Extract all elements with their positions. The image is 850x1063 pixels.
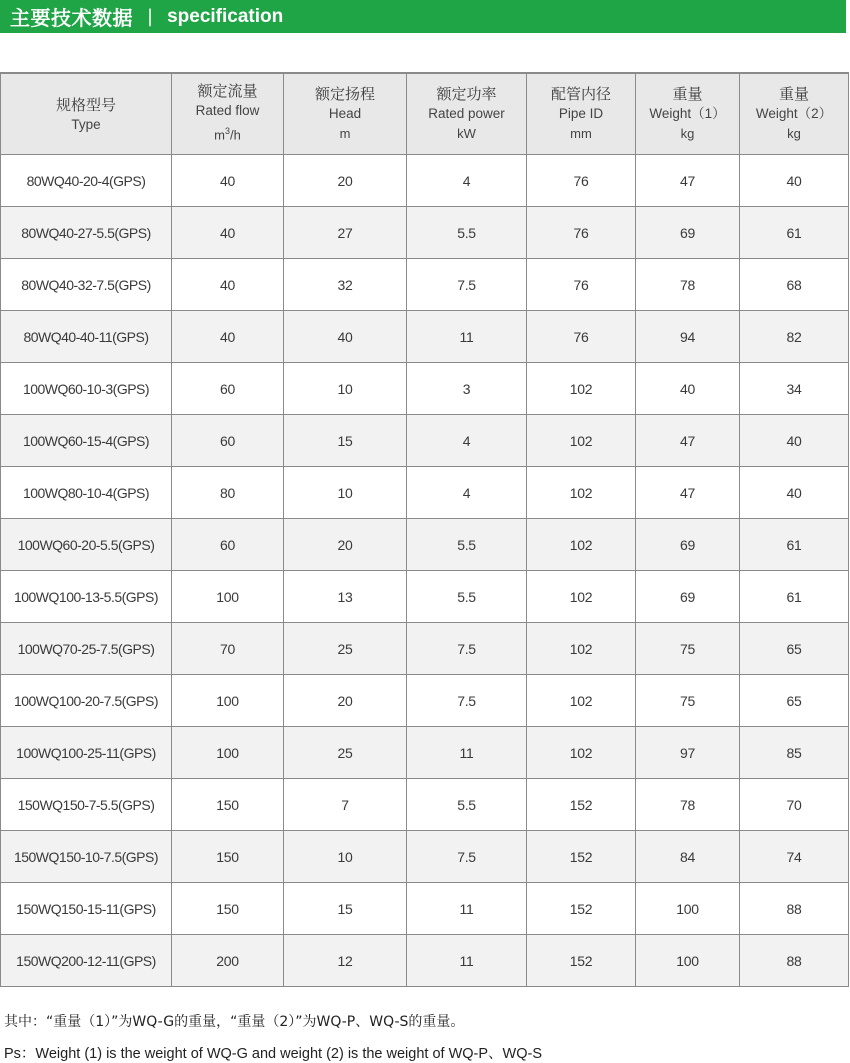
cell-type: 100WQ100-13-5.5(GPS) — [1, 571, 172, 623]
cell-rated-power: 7.5 — [407, 623, 527, 675]
cell-type: 80WQ40-27-5.5(GPS) — [1, 207, 172, 259]
cell-rated-power: 11 — [407, 311, 527, 363]
cell-rated-flow: 150 — [172, 831, 284, 883]
cell-rated-power: 5.5 — [407, 571, 527, 623]
cell-weight-2: 85 — [740, 727, 849, 779]
section-title-en: specification — [167, 5, 284, 27]
cell-head: 32 — [284, 259, 407, 311]
cell-head: 10 — [284, 467, 407, 519]
cell-rated-power: 4 — [407, 467, 527, 519]
specification-table — [0, 72, 849, 987]
cell-weight-2: 34 — [740, 363, 849, 415]
section-header — [0, 0, 846, 33]
table-row — [1, 519, 849, 571]
table-body — [1, 155, 849, 987]
cell-type: 100WQ100-25-11(GPS) — [1, 727, 172, 779]
cell-weight-1: 97 — [636, 727, 740, 779]
cell-pipe-id: 76 — [527, 311, 636, 363]
cell-weight-2: 68 — [740, 259, 849, 311]
footnote-cn: 其中：“重量（1）”为WQ-G的重量，“重量（2）”为WQ-P、WQ-S的重量。 — [4, 1014, 465, 1030]
column-header-pipe-id: 配管内径 Pipe ID mm — [527, 73, 636, 155]
cell-rated-power: 11 — [407, 935, 527, 987]
cell-head: 40 — [284, 311, 407, 363]
cell-type: 100WQ70-25-7.5(GPS) — [1, 623, 172, 675]
cell-type: 80WQ40-20-4(GPS) — [1, 155, 172, 207]
table-row — [1, 363, 849, 415]
column-header-type: 规格型号 Type — [1, 73, 172, 155]
column-header-head: 额定扬程 Head m — [284, 73, 407, 155]
cell-pipe-id: 102 — [527, 363, 636, 415]
cell-weight-1: 100 — [636, 935, 740, 987]
cell-pipe-id: 76 — [527, 207, 636, 259]
cell-rated-flow: 40 — [172, 259, 284, 311]
column-header-rated-flow: 额定流量 Rated flow $m^3/h$ — [172, 73, 284, 155]
table-row — [1, 207, 849, 259]
cell-type: 100WQ60-15-4(GPS) — [1, 415, 172, 467]
column-header-rated-power: 额定功率 Rated power kW — [407, 73, 527, 155]
cell-weight-1: 75 — [636, 623, 740, 675]
cell-head: 10 — [284, 363, 407, 415]
table-row — [1, 571, 849, 623]
cell-rated-power: 3 — [407, 363, 527, 415]
cell-weight-1: 69 — [636, 571, 740, 623]
table-header-row — [1, 73, 849, 155]
cell-weight-2: 88 — [740, 883, 849, 935]
cell-rated-flow: 150 — [172, 779, 284, 831]
cell-weight-2: 40 — [740, 415, 849, 467]
cell-head: 13 — [284, 571, 407, 623]
cell-weight-2: 88 — [740, 935, 849, 987]
cell-weight-2: 61 — [740, 571, 849, 623]
cell-weight-2: 40 — [740, 467, 849, 519]
cell-rated-flow: 80 — [172, 467, 284, 519]
cell-type: 100WQ60-10-3(GPS) — [1, 363, 172, 415]
cell-weight-1: 78 — [636, 259, 740, 311]
table-row — [1, 311, 849, 363]
title-separator: | — [147, 6, 154, 27]
cell-rated-power: 7.5 — [407, 259, 527, 311]
cell-head: 27 — [284, 207, 407, 259]
table-row — [1, 623, 849, 675]
cell-head: 20 — [284, 155, 407, 207]
table-row — [1, 259, 849, 311]
cell-pipe-id: 152 — [527, 779, 636, 831]
cell-rated-power: 4 — [407, 415, 527, 467]
cell-rated-power: 7.5 — [407, 831, 527, 883]
column-unit-flow: $m^3/h$ — [214, 126, 241, 143]
cell-rated-flow: 200 — [172, 935, 284, 987]
cell-head: 20 — [284, 519, 407, 571]
cell-type: 150WQ200-12-11(GPS) — [1, 935, 172, 987]
cell-type: 80WQ40-40-11(GPS) — [1, 311, 172, 363]
cell-weight-1: 40 — [636, 363, 740, 415]
cell-type: 100WQ100-20-7.5(GPS) — [1, 675, 172, 727]
cell-type: 80WQ40-32-7.5(GPS) — [1, 259, 172, 311]
cell-pipe-id: 152 — [527, 883, 636, 935]
cell-rated-power: 7.5 — [407, 675, 527, 727]
cell-weight-1: 94 — [636, 311, 740, 363]
cell-weight-2: 61 — [740, 519, 849, 571]
cell-pipe-id: 102 — [527, 571, 636, 623]
cell-rated-power: 5.5 — [407, 207, 527, 259]
cell-head: 7 — [284, 779, 407, 831]
cell-pipe-id: 102 — [527, 727, 636, 779]
column-header-weight-2: 重量 Weight（2） kg — [740, 73, 849, 155]
cell-weight-2: 70 — [740, 779, 849, 831]
cell-weight-1: 47 — [636, 155, 740, 207]
cell-type: 150WQ150-7-5.5(GPS) — [1, 779, 172, 831]
cell-rated-flow: 70 — [172, 623, 284, 675]
table-row — [1, 935, 849, 987]
cell-rated-flow: 60 — [172, 519, 284, 571]
cell-rated-power: 5.5 — [407, 779, 527, 831]
cell-rated-flow: 100 — [172, 675, 284, 727]
cell-weight-2: 82 — [740, 311, 849, 363]
cell-rated-power: 11 — [407, 883, 527, 935]
cell-weight-2: 40 — [740, 155, 849, 207]
cell-pipe-id: 76 — [527, 259, 636, 311]
cell-type: 150WQ150-10-7.5(GPS) — [1, 831, 172, 883]
cell-rated-flow: 60 — [172, 415, 284, 467]
cell-type: 100WQ60-20-5.5(GPS) — [1, 519, 172, 571]
cell-pipe-id: 152 — [527, 831, 636, 883]
table-row — [1, 155, 849, 207]
cell-rated-flow: 40 — [172, 207, 284, 259]
cell-weight-2: 65 — [740, 675, 849, 727]
cell-pipe-id: 102 — [527, 415, 636, 467]
cell-weight-1: 69 — [636, 519, 740, 571]
cell-pipe-id: 102 — [527, 467, 636, 519]
cell-head: 15 — [284, 415, 407, 467]
cell-weight-2: 65 — [740, 623, 849, 675]
cell-head: 25 — [284, 727, 407, 779]
table-row — [1, 883, 849, 935]
cell-type: 150WQ150-15-11(GPS) — [1, 883, 172, 935]
cell-rated-flow: 60 — [172, 363, 284, 415]
cell-rated-flow: 100 — [172, 571, 284, 623]
cell-weight-1: 47 — [636, 467, 740, 519]
cell-weight-2: 61 — [740, 207, 849, 259]
table-row — [1, 467, 849, 519]
cell-pipe-id: 102 — [527, 519, 636, 571]
cell-weight-2: 74 — [740, 831, 849, 883]
cell-weight-1: 69 — [636, 207, 740, 259]
cell-rated-flow: 40 — [172, 311, 284, 363]
cell-weight-1: 75 — [636, 675, 740, 727]
table-row — [1, 415, 849, 467]
cell-rated-flow: 150 — [172, 883, 284, 935]
footnote-en: Ps：Weight (1) is the weight of WQ-G and weight (2) is the weight of WQ-P、WQ-S — [4, 1046, 543, 1062]
cell-head: 20 — [284, 675, 407, 727]
cell-head: 25 — [284, 623, 407, 675]
table-row — [1, 727, 849, 779]
cell-pipe-id: 76 — [527, 155, 636, 207]
cell-pipe-id: 102 — [527, 675, 636, 727]
cell-rated-power: 4 — [407, 155, 527, 207]
cell-weight-1: 47 — [636, 415, 740, 467]
table-row — [1, 831, 849, 883]
cell-type: 100WQ80-10-4(GPS) — [1, 467, 172, 519]
section-title-cn: 主要技术数据 — [10, 6, 133, 30]
cell-pipe-id: 152 — [527, 935, 636, 987]
cell-head: 15 — [284, 883, 407, 935]
cell-weight-1: 84 — [636, 831, 740, 883]
cell-pipe-id: 102 — [527, 623, 636, 675]
cell-head: 12 — [284, 935, 407, 987]
cell-rated-flow: 40 — [172, 155, 284, 207]
cell-weight-1: 100 — [636, 883, 740, 935]
cell-weight-1: 78 — [636, 779, 740, 831]
table-row — [1, 779, 849, 831]
column-header-weight-1: 重量 Weight（1） kg — [636, 73, 740, 155]
cell-head: 10 — [284, 831, 407, 883]
cell-rated-power: 11 — [407, 727, 527, 779]
table-row — [1, 675, 849, 727]
cell-rated-power: 5.5 — [407, 519, 527, 571]
cell-rated-flow: 100 — [172, 727, 284, 779]
